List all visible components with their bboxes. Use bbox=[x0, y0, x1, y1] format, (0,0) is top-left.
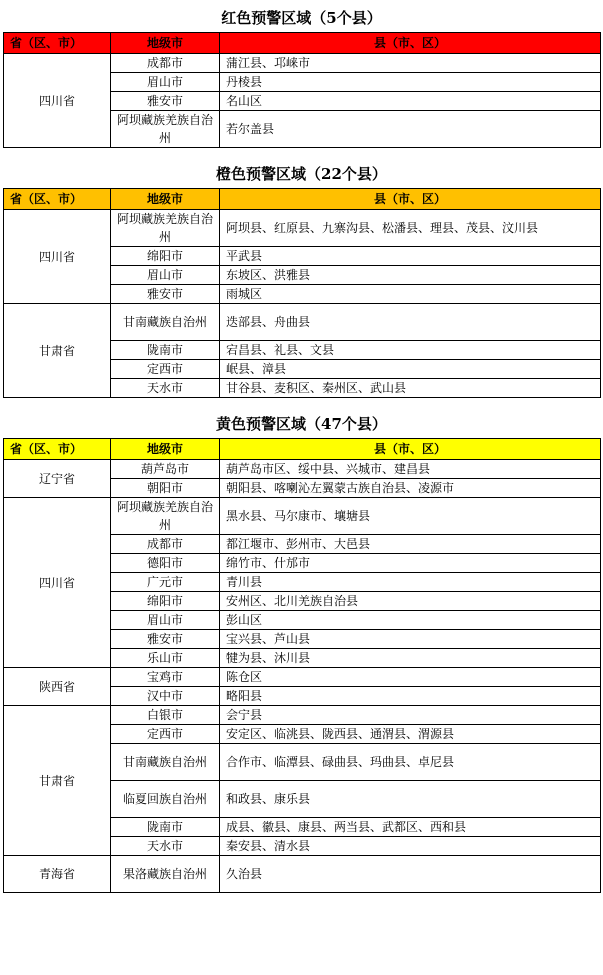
section-title: 黄色预警区域（47个县） bbox=[216, 415, 387, 433]
province-cell: 辽宁省 bbox=[4, 460, 111, 498]
city-cell: 阿坝藏族羌族自治州 bbox=[111, 210, 220, 247]
county-cell: 阿坝县、红原县、九寨沟县、松潘县、理县、茂县、汶川县 bbox=[220, 210, 601, 247]
city-cell: 广元市 bbox=[111, 573, 220, 592]
province-cell: 四川省 bbox=[4, 210, 111, 304]
city-header: 地级市 bbox=[111, 33, 220, 54]
table-header-row bbox=[4, 189, 601, 210]
county-cell: 犍为县、沐川县 bbox=[220, 649, 601, 668]
city-cell: 甘南藏族自治州 bbox=[111, 304, 220, 341]
table-row bbox=[4, 304, 601, 341]
warning-table bbox=[3, 188, 601, 398]
table-row bbox=[4, 460, 601, 479]
table-row bbox=[4, 706, 601, 725]
county-header: 县（市、区） bbox=[220, 33, 601, 54]
city-cell: 宝鸡市 bbox=[111, 668, 220, 687]
city-cell: 天水市 bbox=[111, 837, 220, 856]
county-cell: 平武县 bbox=[220, 247, 601, 266]
county-cell: 东坡区、洪雅县 bbox=[220, 266, 601, 285]
city-cell: 眉山市 bbox=[111, 611, 220, 630]
city-cell: 眉山市 bbox=[111, 266, 220, 285]
county-cell: 安定区、临洮县、陇西县、通渭县、渭源县 bbox=[220, 725, 601, 744]
county-cell: 安州区、北川羌族自治县 bbox=[220, 592, 601, 611]
county-cell: 秦安县、清水县 bbox=[220, 837, 601, 856]
county-cell: 青川县 bbox=[220, 573, 601, 592]
warning-document bbox=[0, 4, 603, 893]
county-cell: 名山区 bbox=[220, 92, 601, 111]
county-cell: 和政县、康乐县 bbox=[220, 781, 601, 818]
warning-table bbox=[3, 32, 601, 148]
section-spacer bbox=[0, 148, 603, 160]
table-header-row bbox=[4, 439, 601, 460]
table-row bbox=[4, 498, 601, 535]
province-cell: 四川省 bbox=[4, 498, 111, 668]
city-cell: 德阳市 bbox=[111, 554, 220, 573]
table-row bbox=[4, 210, 601, 247]
city-cell: 成都市 bbox=[111, 535, 220, 554]
county-cell: 久治县 bbox=[220, 856, 601, 893]
province-header: 省（区、市） bbox=[4, 33, 111, 54]
county-cell: 彭山区 bbox=[220, 611, 601, 630]
city-cell: 阿坝藏族羌族自治州 bbox=[111, 498, 220, 535]
county-cell: 岷县、漳县 bbox=[220, 360, 601, 379]
county-cell: 合作市、临潭县、碌曲县、玛曲县、卓尼县 bbox=[220, 744, 601, 781]
city-cell: 陇南市 bbox=[111, 341, 220, 360]
county-cell: 雨城区 bbox=[220, 285, 601, 304]
city-header: 地级市 bbox=[111, 439, 220, 460]
city-cell: 绵阳市 bbox=[111, 592, 220, 611]
section-spacer bbox=[0, 398, 603, 410]
county-cell: 略阳县 bbox=[220, 687, 601, 706]
county-cell: 若尔盖县 bbox=[220, 111, 601, 148]
city-cell: 雅安市 bbox=[111, 285, 220, 304]
province-cell: 四川省 bbox=[4, 54, 111, 148]
province-cell: 青海省 bbox=[4, 856, 111, 893]
section-title: 红色预警区域（5个县） bbox=[221, 9, 382, 27]
county-cell: 成县、徽县、康县、两当县、武都区、西和县 bbox=[220, 818, 601, 837]
city-cell: 甘南藏族自治州 bbox=[111, 744, 220, 781]
county-cell: 迭部县、舟曲县 bbox=[220, 304, 601, 341]
province-header: 省（区、市） bbox=[4, 189, 111, 210]
county-cell: 葫芦岛市区、绥中县、兴城市、建昌县 bbox=[220, 460, 601, 479]
county-cell: 陈仓区 bbox=[220, 668, 601, 687]
county-cell: 都江堰市、彭州市、大邑县 bbox=[220, 535, 601, 554]
county-cell: 宕昌县、礼县、文县 bbox=[220, 341, 601, 360]
city-cell: 陇南市 bbox=[111, 818, 220, 837]
county-cell: 蒲江县、邛崃市 bbox=[220, 54, 601, 73]
city-cell: 成都市 bbox=[111, 54, 220, 73]
province-cell: 甘肃省 bbox=[4, 304, 111, 398]
city-cell: 果洛藏族自治州 bbox=[111, 856, 220, 893]
city-cell: 朝阳市 bbox=[111, 479, 220, 498]
city-cell: 雅安市 bbox=[111, 92, 220, 111]
table-row bbox=[4, 856, 601, 893]
table-row bbox=[4, 54, 601, 73]
city-cell: 天水市 bbox=[111, 379, 220, 398]
city-cell: 定西市 bbox=[111, 360, 220, 379]
city-cell: 葫芦岛市 bbox=[111, 460, 220, 479]
table-header-row bbox=[4, 33, 601, 54]
city-cell: 雅安市 bbox=[111, 630, 220, 649]
city-cell: 定西市 bbox=[111, 725, 220, 744]
city-cell: 阿坝藏族羌族自治州 bbox=[111, 111, 220, 148]
city-header: 地级市 bbox=[111, 189, 220, 210]
city-cell: 绵阳市 bbox=[111, 247, 220, 266]
county-cell: 甘谷县、麦积区、秦州区、武山县 bbox=[220, 379, 601, 398]
city-cell: 白银市 bbox=[111, 706, 220, 725]
warning-table bbox=[3, 438, 601, 893]
city-cell: 眉山市 bbox=[111, 73, 220, 92]
province-cell: 陕西省 bbox=[4, 668, 111, 706]
county-cell: 黑水县、马尔康市、壤塘县 bbox=[220, 498, 601, 535]
table-row bbox=[4, 668, 601, 687]
section-title: 橙色预警区域（22个县） bbox=[216, 165, 387, 183]
county-header: 县（市、区） bbox=[220, 439, 601, 460]
county-cell: 绵竹市、什邡市 bbox=[220, 554, 601, 573]
province-cell: 甘肃省 bbox=[4, 706, 111, 856]
province-header: 省（区、市） bbox=[4, 439, 111, 460]
county-cell: 朝阳县、喀喇沁左翼蒙古族自治县、凌源市 bbox=[220, 479, 601, 498]
city-cell: 汉中市 bbox=[111, 687, 220, 706]
county-cell: 会宁县 bbox=[220, 706, 601, 725]
city-cell: 临夏回族自治州 bbox=[111, 781, 220, 818]
city-cell: 乐山市 bbox=[111, 649, 220, 668]
county-cell: 宝兴县、芦山县 bbox=[220, 630, 601, 649]
county-cell: 丹棱县 bbox=[220, 73, 601, 92]
county-header: 县（市、区） bbox=[220, 189, 601, 210]
